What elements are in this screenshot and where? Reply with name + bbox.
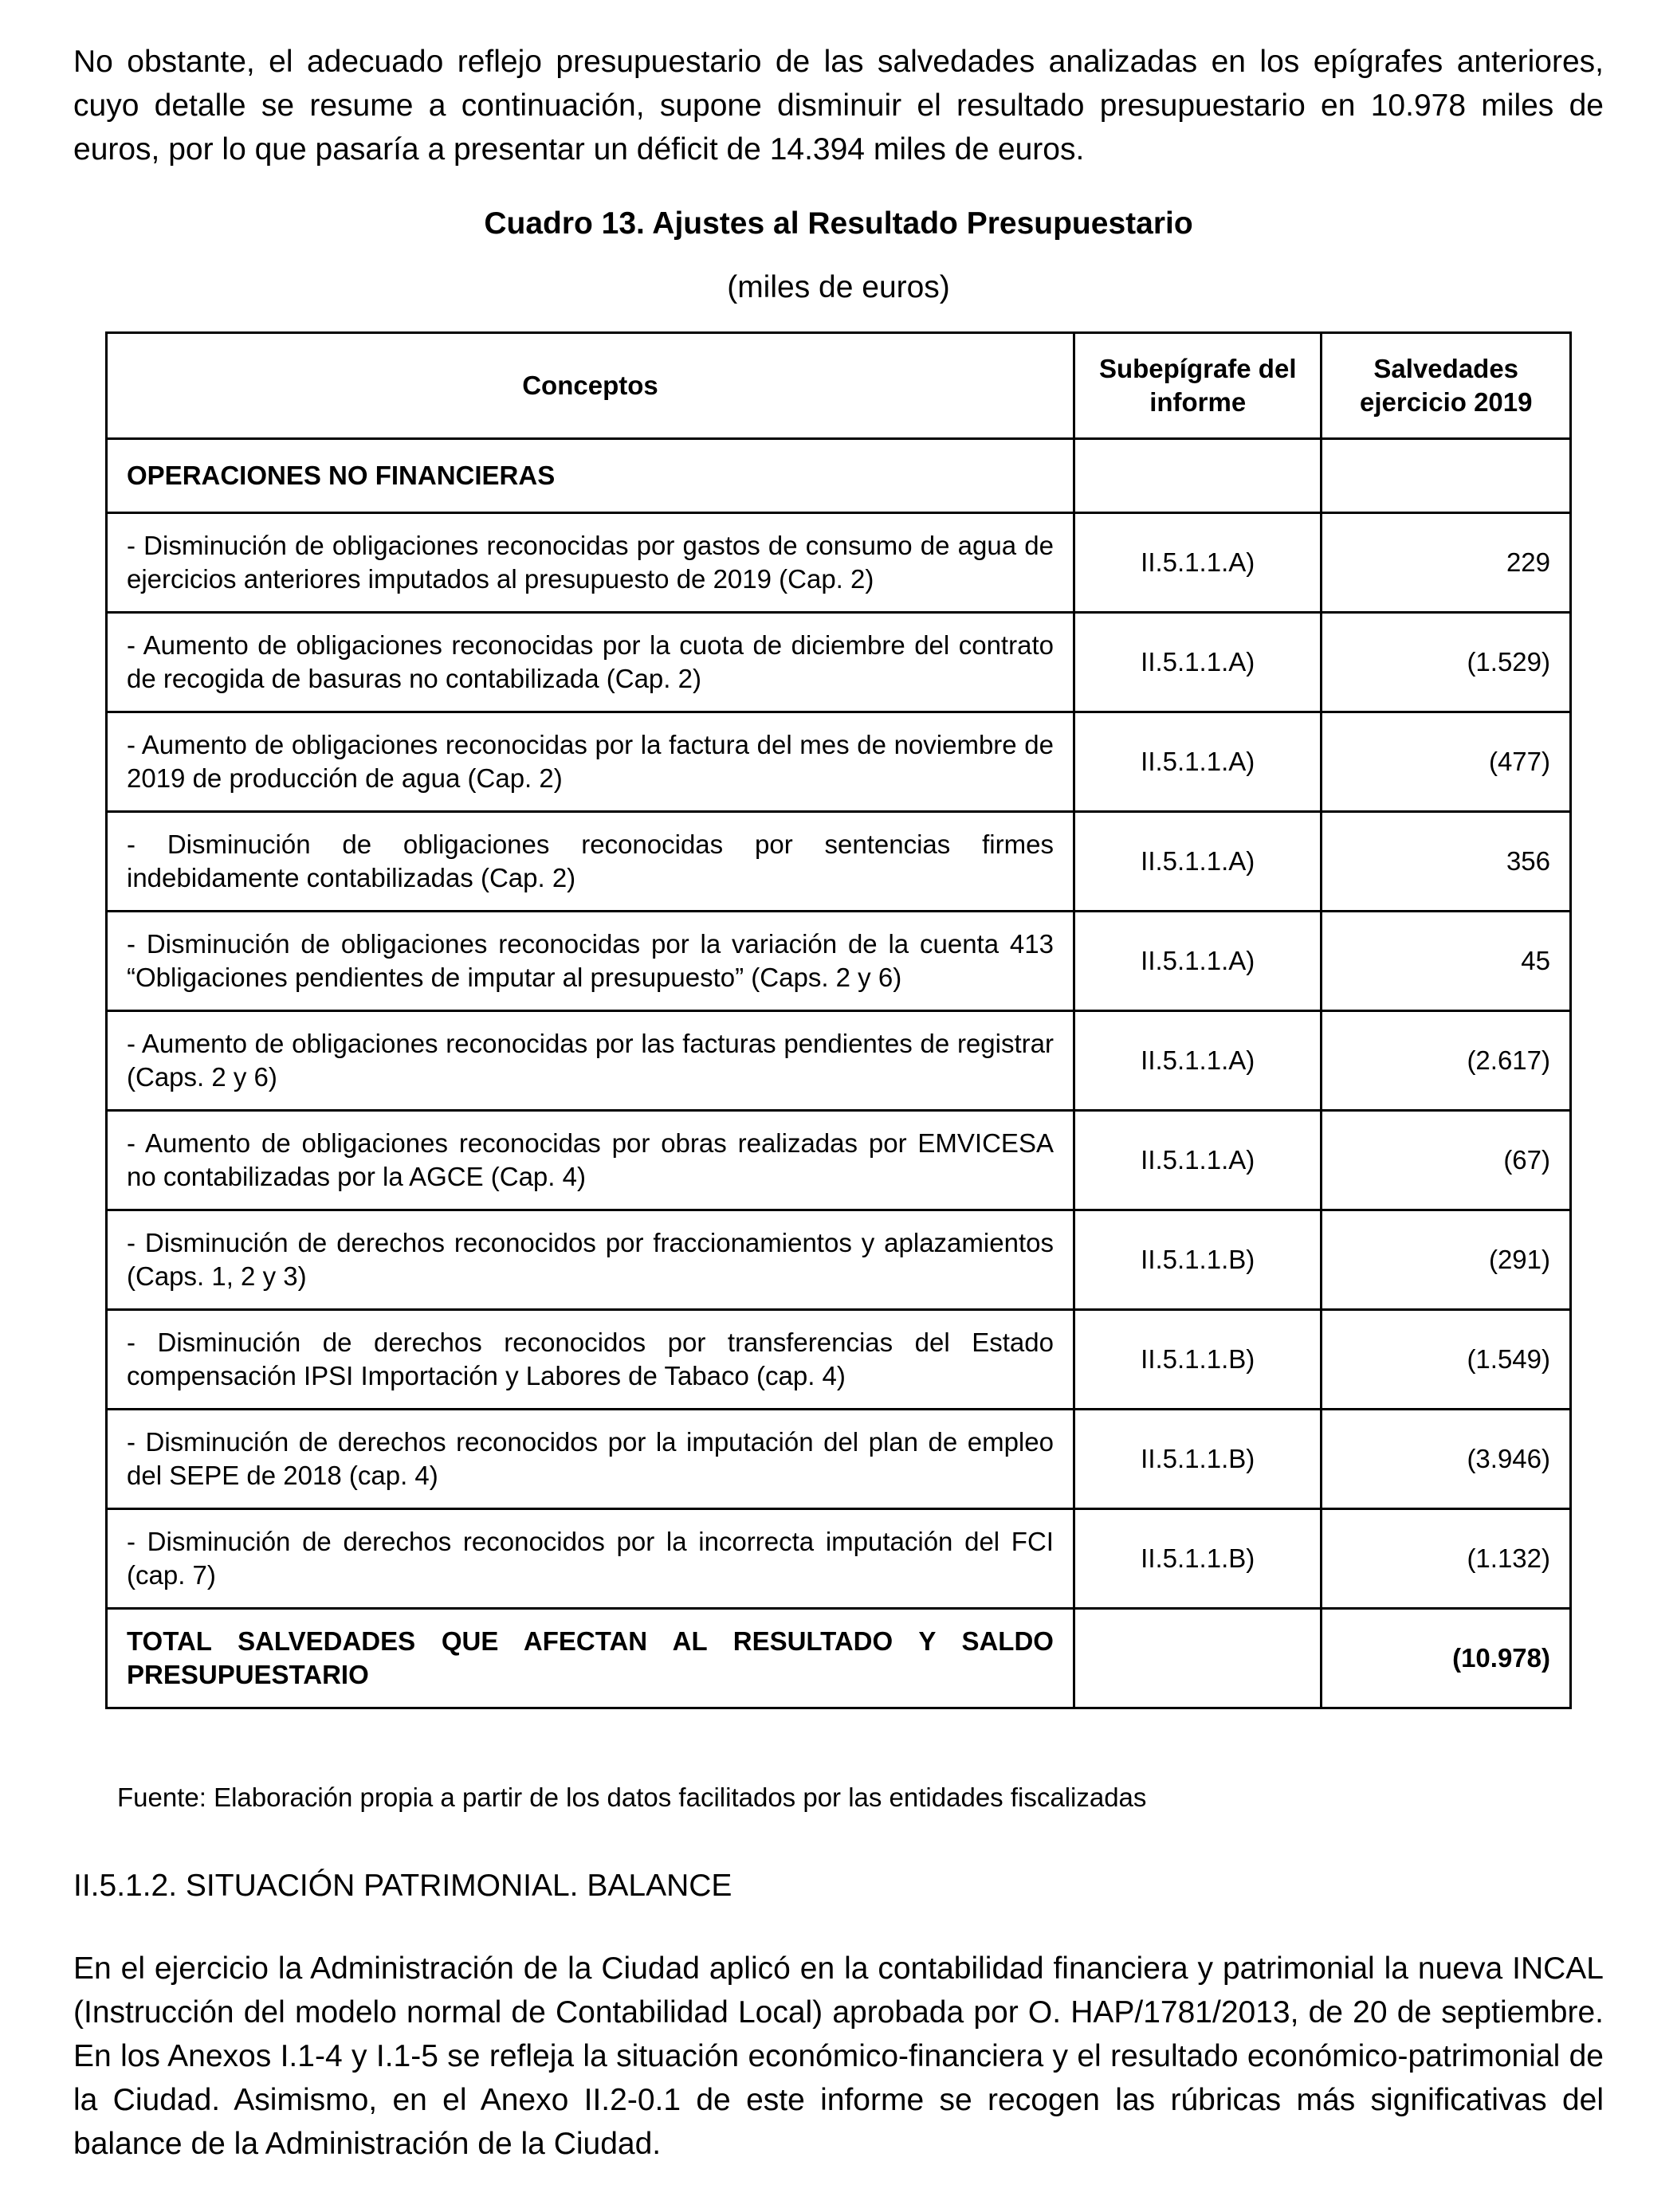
table-row bbox=[107, 1310, 1571, 1410]
row-concept: - Aumento de obligaciones reconocidas por la cuota de diciembre del contrato de recogida de basuras no contabilizada (Cap. 2) bbox=[107, 613, 1074, 712]
header-salvedades: Salvedades ejercicio 2019 bbox=[1322, 333, 1571, 439]
row-value: 356 bbox=[1322, 812, 1571, 912]
section-heading: II.5.1.2. SITUACIÓN PATRIMONIAL. BALANCE bbox=[73, 1869, 732, 1903]
row-subepigrafe: II.5.1.1.A) bbox=[1074, 812, 1322, 912]
row-concept: - Disminución de obligaciones reconocidas por la variación de la cuenta 413 “Obligaciones pendientes de imputar al presupuesto” (Caps. 2 y 6) bbox=[107, 912, 1074, 1011]
total-row bbox=[107, 1609, 1571, 1708]
closing-paragraph: En el ejercicio la Administración de la Ciudad aplicó en la contabilidad financiera y patrimonial la nueva INCAL (Instrucción del modelo normal de Contabilidad Local) aprobada por O. HAP/1781/2013, de 20 de septiembre. En los Anexos I.1-4 y I.1-5 se refleja la situación económico-financiera y el resultado económico-patrimonial de la Ciudad. Asimismo, en el Anexo II.2-0.1 de este informe se recogen las rúbricas más significativas del balance de la Administración de la Ciudad. bbox=[73, 1951, 1604, 2161]
table-row bbox=[107, 1011, 1571, 1111]
section-sub-empty bbox=[1074, 439, 1322, 513]
row-concept: - Disminución de derechos reconocidos por fraccionamientos y aplazamientos (Caps. 1, 2 y 3) bbox=[107, 1210, 1074, 1310]
row-concept: - Disminución de derechos reconocidos por la incorrecta imputación del FCI (cap. 7) bbox=[107, 1509, 1074, 1609]
row-subepigrafe: II.5.1.1.B) bbox=[1074, 1210, 1322, 1310]
row-concept: - Aumento de obligaciones reconocidas por la factura del mes de noviembre de 2019 de producción de agua (Cap. 2) bbox=[107, 712, 1074, 812]
row-value: (1.549) bbox=[1322, 1310, 1571, 1410]
section-row bbox=[107, 439, 1571, 513]
table-row bbox=[107, 712, 1571, 812]
row-value: (2.617) bbox=[1322, 1011, 1571, 1111]
row-subepigrafe: II.5.1.1.A) bbox=[1074, 513, 1322, 613]
adjustments-table bbox=[105, 331, 1572, 1709]
table-row bbox=[107, 812, 1571, 912]
row-value: (1.529) bbox=[1322, 613, 1571, 712]
table-row bbox=[107, 912, 1571, 1011]
row-concept: - Aumento de obligaciones reconocidas por las facturas pendientes de registrar (Caps. 2 y 6) bbox=[107, 1011, 1074, 1111]
row-subepigrafe: II.5.1.1.A) bbox=[1074, 912, 1322, 1011]
section-value-empty bbox=[1322, 439, 1571, 513]
row-concept: - Disminución de obligaciones reconocidas por sentencias firmes indebidamente contabilizadas (Cap. 2) bbox=[107, 812, 1074, 912]
header-subepigrafe: Subepígrafe del informe bbox=[1074, 333, 1322, 439]
row-concept: - Disminución de obligaciones reconocidas por gastos de consumo de agua de ejercicios anteriores imputados al presupuesto de 2019 (Cap. 2) bbox=[107, 513, 1074, 613]
total-label: TOTAL SALVEDADES QUE AFECTAN AL RESULTADO Y SALDO PRESUPUESTARIO bbox=[107, 1609, 1074, 1708]
document-page bbox=[73, 40, 1604, 2161]
table-unit: (miles de euros) bbox=[727, 270, 950, 304]
row-value: 229 bbox=[1322, 513, 1571, 613]
row-concept: - Aumento de obligaciones reconocidas por obras realizadas por EMVICESA no contabilizadas por la AGCE (Cap. 4) bbox=[107, 1111, 1074, 1210]
row-value: (67) bbox=[1322, 1111, 1571, 1210]
table-source: Fuente: Elaboración propia a partir de los datos facilitados por las entidades fiscalizadas bbox=[117, 1783, 1147, 1812]
table-row bbox=[107, 1509, 1571, 1609]
row-value: (3.946) bbox=[1322, 1410, 1571, 1509]
row-value: (477) bbox=[1322, 712, 1571, 812]
total-subepigrafe bbox=[1074, 1609, 1322, 1708]
row-value: (1.132) bbox=[1322, 1509, 1571, 1609]
table-header-row bbox=[107, 333, 1571, 439]
row-concept: - Disminución de derechos reconocidos por transferencias del Estado compensación IPSI Importación y Labores de Tabaco (cap. 4) bbox=[107, 1310, 1074, 1410]
table-row bbox=[107, 613, 1571, 712]
row-subepigrafe: II.5.1.1.B) bbox=[1074, 1310, 1322, 1410]
row-concept: - Disminución de derechos reconocidos por la imputación del plan de empleo del SEPE de 2018 (cap. 4) bbox=[107, 1410, 1074, 1509]
header-concepts: Conceptos bbox=[107, 333, 1074, 439]
row-subepigrafe: II.5.1.1.B) bbox=[1074, 1509, 1322, 1609]
table-row bbox=[107, 513, 1571, 613]
row-subepigrafe: II.5.1.1.A) bbox=[1074, 1011, 1322, 1111]
section-label: OPERACIONES NO FINANCIERAS bbox=[107, 439, 1074, 513]
row-subepigrafe: II.5.1.1.A) bbox=[1074, 613, 1322, 712]
row-subepigrafe: II.5.1.1.A) bbox=[1074, 1111, 1322, 1210]
row-subepigrafe: II.5.1.1.B) bbox=[1074, 1410, 1322, 1509]
row-subepigrafe: II.5.1.1.A) bbox=[1074, 712, 1322, 812]
table-row bbox=[107, 1410, 1571, 1509]
table-row bbox=[107, 1111, 1571, 1210]
row-value: (291) bbox=[1322, 1210, 1571, 1310]
table-title: Cuadro 13. Ajustes al Resultado Presupuestario bbox=[484, 206, 1193, 241]
total-value: (10.978) bbox=[1322, 1609, 1571, 1708]
intro-paragraph: No obstante, el adecuado reflejo presupuestario de las salvedades analizadas en los epígrafes anteriores, cuyo detalle se resume a continuación, supone disminuir el resultado presupuestario en 10.978 miles de euros, por lo que pasaría a presentar un déficit de 14.394 miles de euros. bbox=[73, 45, 1604, 167]
table-row bbox=[107, 1210, 1571, 1310]
row-value: 45 bbox=[1322, 912, 1571, 1011]
